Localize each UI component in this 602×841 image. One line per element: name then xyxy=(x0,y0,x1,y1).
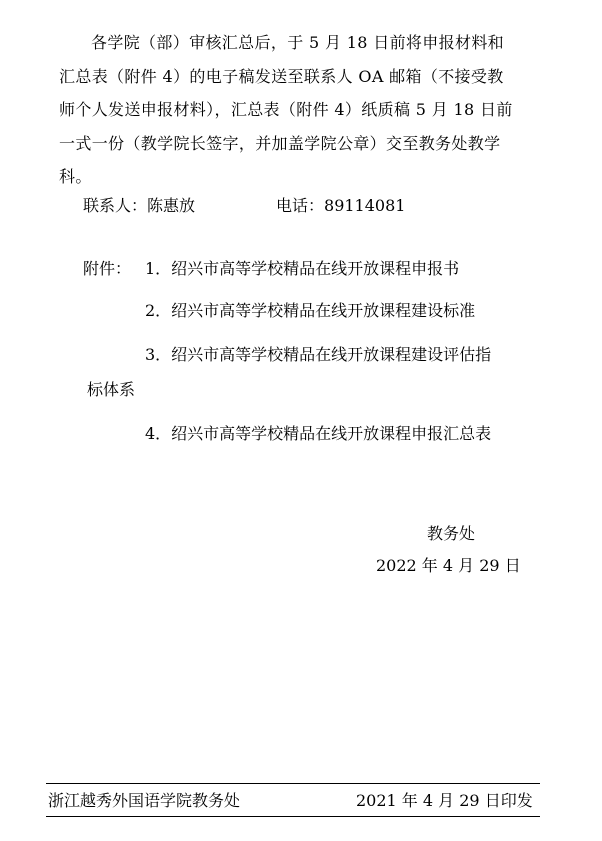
notice-paragraph-line-4: 一式一份（教学院长签字，并加盖学院公章）交至教务处教学 xyxy=(59,134,501,153)
phone-row xyxy=(276,196,405,216)
phone-label: 电话： xyxy=(276,196,325,215)
attachment-item-2: 2．绍兴市高等学校精品在线开放课程建设标准 xyxy=(145,301,476,320)
notice-paragraph-line-5: 科。 xyxy=(59,167,92,186)
contact-row xyxy=(83,196,195,216)
notice-paragraph-line-2: 汇总表（附件 4）的电子稿发送至联系人 OA 邮箱（不接受教 xyxy=(59,67,504,86)
notice-paragraph-line-3: 师个人发送申报材料），汇总表（附件 4）纸质稿 5 月 18 日前 xyxy=(59,100,513,119)
footer-top-rule xyxy=(46,783,540,784)
issue-date: 2022 年 4 月 29 日 xyxy=(376,556,521,575)
phone-number: 89114081 xyxy=(324,196,406,215)
attachment-item-3-continuation: 标体系 xyxy=(87,380,136,399)
contact-name: 陈惠放 xyxy=(147,196,196,215)
footer-bottom-rule xyxy=(46,816,540,817)
issuer-signature: 教务处 xyxy=(427,524,476,543)
attachment-item-3: 3．绍兴市高等学校精品在线开放课程建设评估指 xyxy=(145,345,492,364)
attachment-item-4: 4．绍兴市高等学校精品在线开放课程申报汇总表 xyxy=(145,424,492,443)
notice-paragraph-line-1: 各学院（部）审核汇总后，于 5 月 18 日前将申报材料和 xyxy=(91,33,505,52)
footer-org: 浙江越秀外国语学院教务处 xyxy=(48,791,241,810)
footer-print-date: 2021 年 4 月 29 日印发 xyxy=(356,791,533,810)
attachment-item-1: 1．绍兴市高等学校精品在线开放课程申报书 xyxy=(145,259,460,278)
attachments-label: 附件： xyxy=(83,259,132,278)
contact-label: 联系人： xyxy=(83,196,148,215)
